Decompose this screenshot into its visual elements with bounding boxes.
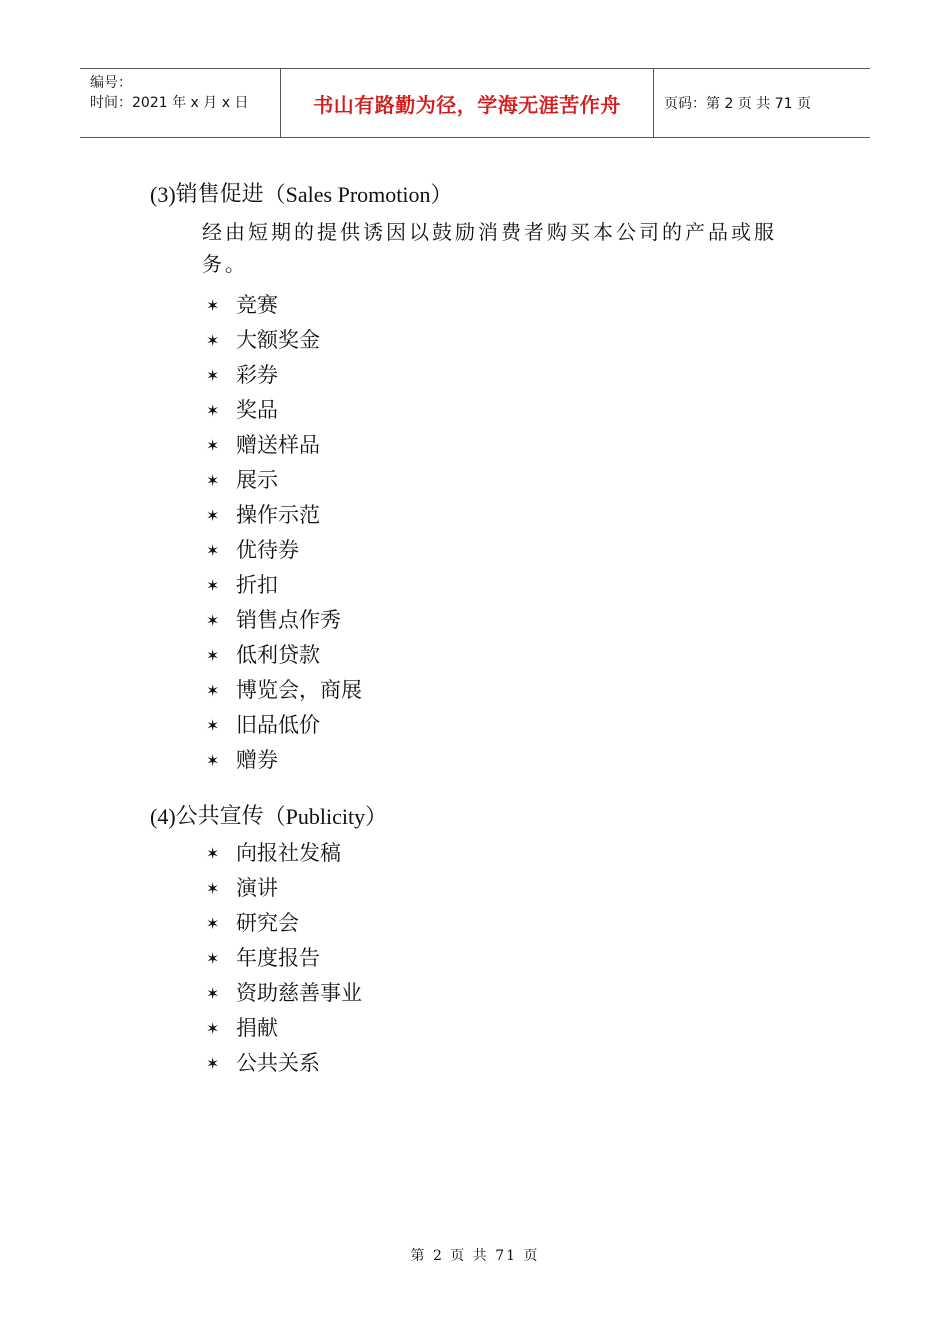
list-item-text: 赠券: [236, 748, 278, 772]
section-number: (3): [150, 182, 176, 207]
list-item: [206, 941, 850, 976]
page-footer: 第 2 页 共 71 页: [410, 1248, 540, 1264]
section-title-en: （Sales Promotion）: [263, 182, 453, 207]
list-item: [206, 976, 850, 1011]
page-header: [80, 68, 870, 138]
list-item-text: 彩券: [236, 363, 278, 387]
list-item: [206, 906, 850, 941]
star-bullet-icon: ✶: [206, 914, 220, 933]
header-meta: [80, 69, 281, 137]
header-motto-cell: [281, 69, 654, 137]
list-item-text: 操作示范: [236, 503, 320, 527]
star-bullet-icon: ✶: [206, 681, 220, 700]
star-bullet-icon: ✶: [206, 844, 220, 863]
star-bullet-icon: ✶: [206, 716, 220, 735]
star-bullet-icon: ✶: [206, 984, 220, 1003]
section-number: (4): [150, 804, 176, 829]
list-item-text: 捐献: [236, 1016, 278, 1040]
list-item: [206, 288, 850, 323]
star-bullet-icon: ✶: [206, 879, 220, 898]
list-item: [206, 673, 850, 708]
list-item: [206, 323, 850, 358]
star-bullet-icon: ✶: [206, 611, 220, 630]
section-title-cn: 销售促进: [175, 182, 264, 207]
star-bullet-icon: ✶: [206, 296, 220, 315]
star-bullet-icon: ✶: [206, 366, 220, 385]
list-item-text: 竞赛: [236, 293, 278, 317]
list-item-text: 奖品: [236, 398, 278, 422]
list-item: [206, 1011, 850, 1046]
publicity-list: [206, 836, 850, 1081]
star-bullet-icon: ✶: [206, 1019, 220, 1038]
number-label: 编号：: [90, 75, 132, 91]
list-item-text: 赠送样品: [236, 433, 320, 457]
star-bullet-icon: ✶: [206, 506, 220, 525]
document-body: [150, 178, 850, 1081]
list-item-text: 向报社发稿: [236, 841, 341, 865]
section-title: [150, 178, 850, 212]
star-bullet-icon: ✶: [206, 751, 220, 770]
list-item: [206, 743, 850, 778]
star-bullet-icon: ✶: [206, 436, 220, 455]
list-item-text: 大额奖金: [236, 328, 320, 352]
list-item: [206, 463, 850, 498]
list-item: [206, 1046, 850, 1081]
motto: 书山有路勤为径，学海无涯苦作舟: [313, 92, 621, 117]
star-bullet-icon: ✶: [206, 541, 220, 560]
star-bullet-icon: ✶: [206, 1054, 220, 1073]
list-item-text: 优待券: [236, 538, 299, 562]
section-title-en: （Publicity）: [263, 804, 388, 829]
list-item-text: 低利贷款: [236, 643, 320, 667]
promotion-list: [206, 288, 850, 778]
time-label: 时间：2021 年 x 月 x 日: [90, 95, 249, 111]
list-item-text: 展示: [236, 468, 278, 492]
section-title: [150, 800, 850, 834]
section-sales-promotion: [150, 178, 850, 778]
section-publicity: [150, 800, 850, 1081]
star-bullet-icon: ✶: [206, 401, 220, 420]
star-bullet-icon: ✶: [206, 576, 220, 595]
star-bullet-icon: ✶: [206, 471, 220, 490]
list-item-text: 博览会，商展: [236, 678, 362, 702]
list-item: [206, 603, 850, 638]
star-bullet-icon: ✶: [206, 949, 220, 968]
section-description: 经由短期的提供诱因以鼓励消费者购买本公司的产品或服务。: [202, 220, 777, 276]
list-item-text: 演讲: [236, 876, 278, 900]
list-item: [206, 568, 850, 603]
list-item: [206, 836, 850, 871]
list-item: [206, 638, 850, 673]
list-item-text: 折扣: [236, 573, 278, 597]
list-item-text: 研究会: [236, 911, 299, 935]
list-item: [206, 708, 850, 743]
page-info: 页码：第 2 页 共 71 页: [664, 96, 811, 112]
list-item: [206, 533, 850, 568]
list-item-text: 销售点作秀: [236, 608, 341, 632]
list-item: [206, 358, 850, 393]
list-item: [206, 428, 850, 463]
list-item: [206, 871, 850, 906]
header-page-info-cell: [654, 69, 870, 137]
list-item-text: 年度报告: [236, 946, 320, 970]
star-bullet-icon: ✶: [206, 646, 220, 665]
list-item-text: 公共关系: [236, 1051, 320, 1075]
list-item-text: 旧品低价: [236, 713, 320, 737]
list-item: [206, 498, 850, 533]
list-item: [206, 393, 850, 428]
star-bullet-icon: ✶: [206, 331, 220, 350]
list-item-text: 资助慈善事业: [236, 981, 362, 1005]
section-title-cn: 公共宣传: [175, 804, 264, 829]
